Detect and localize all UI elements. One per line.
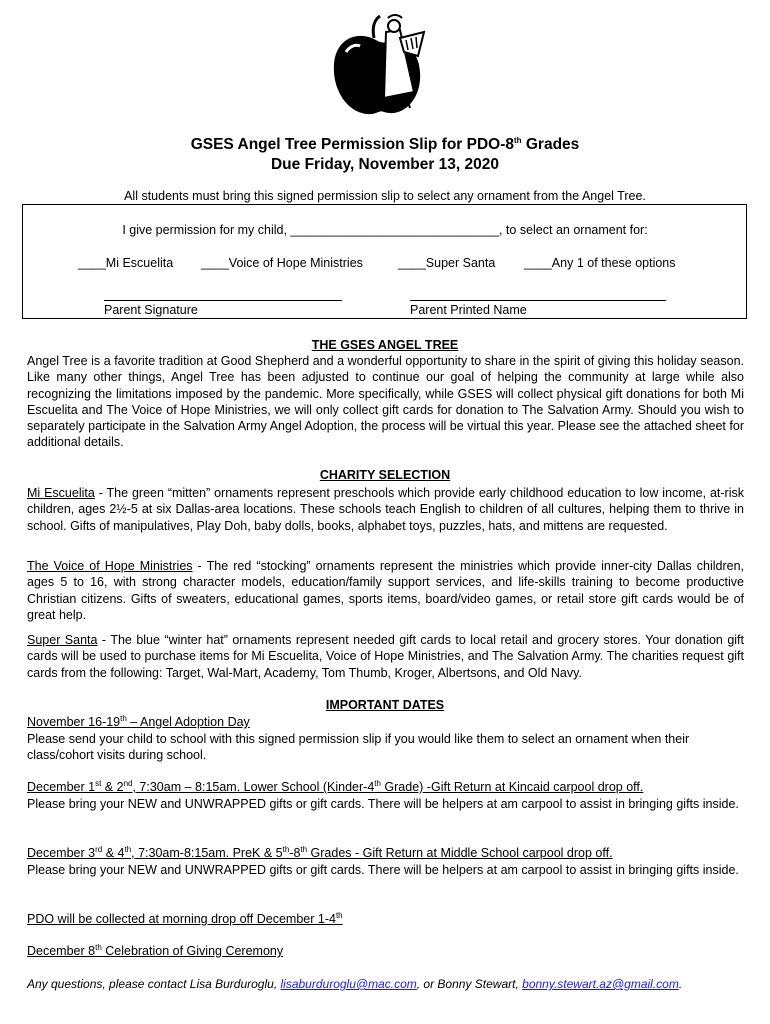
date-angel-adoption-body: Please send your child to school with this signed permission slip if you would like them to select an ornament when their class/cohort visits during school. (27, 732, 690, 763)
option-voice-of-hope[interactable]: ____Voice of Hope Ministries (201, 256, 363, 270)
date-pdo: PDO will be collected at morning drop off December 1-4th (27, 910, 343, 926)
date-lower-school-body: Please bring your NEW and UNWRAPPED gifts or gift cards. There will be helpers at am carpool to assist in bringing gifts inside. (27, 797, 739, 811)
important-dates-heading: IMPORTANT DATES (325, 698, 445, 712)
instruction-text: All students must bring this signed permission slip to select any ornament from the Angel Tree. (124, 189, 646, 203)
angel-tree-body: Angel Tree is a favorite tradition at Good Shepherd and a wonderful opportunity to share in the spirit of giving this holiday season. Like many other things, Angel Tree has been adjusted to continue our goal of helping the community at large while also recognizing the limitations imposed by the pandemic. More specifically, while GSES will collect physical gift donations for both Mi Escuelita and The Voice of Hope Ministries, we will only collect gift cards for donation to The Salvation Army. Should you wish to separately participate in the Salvation Army Angel Adoption, the process will be virtual this year. Please see the attached sheet for additional details. (27, 354, 744, 450)
signature-line[interactable] (104, 300, 342, 301)
child-name-blank[interactable]: ______________________________ (290, 223, 499, 237)
signature-label: Parent Signature (104, 303, 198, 317)
page-title: GSES Angel Tree Permission Slip for PDO-8th Grades (190, 135, 580, 153)
angel-tree-heading: THE GSES ANGEL TREE (311, 338, 459, 352)
printed-name-line[interactable] (410, 300, 666, 301)
permission-statement: I give permission for my child, ______________________________, to select an ornament for: (122, 223, 648, 237)
email-link-bonny[interactable]: bonny.stewart.az@gmail.com (522, 977, 679, 991)
option-mi-escuelita[interactable]: ____Mi Escuelita (78, 256, 174, 270)
option-super-santa[interactable]: ____Super Santa (398, 256, 496, 270)
option-any-one[interactable]: ____Any 1 of these options (524, 256, 676, 270)
charity-mi-escuelita: Mi Escuelita - The green “mitten” ornaments represent preschools which provide early childhood education to low income, at-risk children, ages 2½-5 at six Dallas-area locations. These schools teach English to children of all cultures, helping them to thrive in school. Gifts of manipulatives, Play Doh, baby dolls, books, alphabet toys, puzzles, hats, and mittens are requested. (27, 486, 744, 533)
charity-super-santa: Super Santa - The blue “winter hat” ornaments represent needed gift cards to local retail and grocery stores. Your donation gift cards will be used to purchase items for Mi Escuelita, Voice of Hope Ministries, and The Salvation Army. The charities request gift cards from the following: Target, Wal-Mart, Academy, Tom Thumb, Kroger, Albertsons, and Old Navy. (27, 633, 744, 680)
date-middle-school-body: Please bring your NEW and UNWRAPPED gifts or gift cards. There will be helpers at am carpool to assist in bringing gifts inside. (27, 863, 739, 877)
angel-apple-logo (328, 12, 430, 120)
charity-voice-of-hope: The Voice of Hope Ministries - The red “stocking” ornaments represent the ministries which provide inner-city Dallas children, ages 5 to 16, with strong character models, education/family support services, and life-skills training to become productive Christian citizens. Gifts of sweaters, educational games, sports items, board/video games, or retail store gift cards would be of great help. (27, 559, 744, 622)
date-angel-adoption: November 16-19th – Angel Adoption Day (27, 713, 250, 729)
charity-heading: CHARITY SELECTION (319, 468, 451, 482)
email-link-lisa[interactable]: lisaburduroglu@mac.com (280, 977, 417, 991)
due-date: Due Friday, November 13, 2020 (270, 156, 499, 173)
contact-info: Any questions, please contact Lisa Burduroglu, lisaburduroglu@mac.com, or Bonny Stewart, bonny.stewart.az@gmail.com. (27, 977, 683, 991)
date-lower-school: December 1st & 2nd, 7:30am – 8:15am. Lower School (Kinder-4th Grade) -Gift Return at Kincaid carpool drop off. (27, 778, 644, 794)
date-middle-school: December 3rd & 4th, 7:30am-8:15am. PreK & 5th-8th Grades - Gift Return at Middle School carpool drop off. (27, 844, 613, 860)
printed-name-label: Parent Printed Name (410, 303, 527, 317)
date-celebration: December 8th Celebration of Giving Ceremony (27, 942, 284, 958)
